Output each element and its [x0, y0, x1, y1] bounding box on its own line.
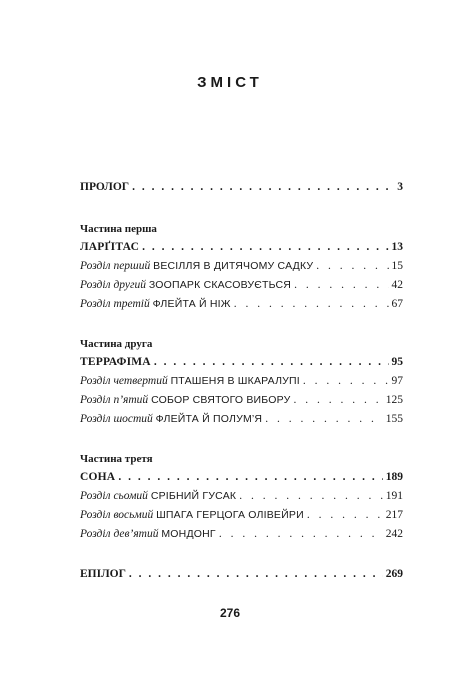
chapter-prefix: Розділ шостий — [80, 413, 153, 425]
toc-page-number: 3 — [397, 181, 403, 193]
dot-leader — [118, 468, 382, 487]
dot-leader — [234, 295, 389, 314]
dot-leader — [294, 391, 383, 410]
chapter-prefix: Розділ третій — [80, 298, 150, 310]
chapter-title: ЗООПАРК СКАСОВУЄТЬСЯ — [148, 279, 292, 291]
toc-page-number: 95 — [391, 356, 403, 368]
toc-page-number: 67 — [391, 298, 403, 310]
chapter-title: СРІБНИЙ ГУСАК — [150, 490, 237, 502]
dot-leader — [154, 353, 389, 372]
chapter-title: ФЛЕЙТА Й НІЖ — [152, 298, 231, 310]
toc-page-number: 155 — [385, 413, 403, 425]
dot-leader — [265, 410, 383, 429]
toc-page-number: 42 — [391, 279, 403, 291]
part-heading: Частина перша — [80, 223, 157, 235]
toc-page-number: 15 — [391, 260, 403, 272]
toc-entry-chapter-3[interactable] — [80, 295, 403, 314]
page-title: ЗМІСТ — [197, 74, 263, 91]
chapter-prefix: Розділ перший — [80, 260, 151, 272]
toc-page-number: 189 — [385, 471, 403, 483]
chapter-prefix: Розділ четвертий — [80, 375, 168, 387]
toc-entry-chapter-6[interactable] — [80, 410, 403, 429]
toc-page-number: 191 — [385, 490, 403, 502]
chapter-title: ФЛЕЙТА Й ПОЛУМ’Я — [155, 413, 263, 425]
toc-entry-chapter-8[interactable] — [80, 506, 403, 525]
toc-page-number: 217 — [385, 509, 403, 521]
toc-page-number: 269 — [385, 568, 403, 580]
toc-entry-label: ПРОЛОГ — [80, 181, 130, 193]
dot-leader — [142, 238, 388, 257]
chapter-title: ШПАГА ГЕРЦОГА ОЛІВЕЙРИ — [156, 509, 304, 521]
part-heading: Частина третя — [80, 453, 153, 465]
dot-leader — [239, 487, 383, 506]
toc-page-number: 97 — [391, 375, 403, 387]
toc-entry-label: ЕПІЛОГ — [80, 568, 126, 580]
chapter-title: МОНДОНГ — [161, 528, 216, 540]
toc-entry-part-3[interactable] — [80, 468, 403, 487]
toc-entry-chapter-7[interactable] — [80, 487, 403, 506]
dot-leader — [129, 565, 383, 584]
toc-entry-label: СОНА — [80, 471, 116, 483]
chapter-prefix: Розділ восьмий — [80, 509, 154, 521]
dot-leader — [132, 178, 394, 197]
toc-entry-part-2[interactable] — [80, 353, 403, 372]
part-heading: Частина друга — [80, 338, 153, 350]
chapter-title: СОБОР СВЯТОГО ВИБОРУ — [151, 394, 291, 406]
toc-entry-chapter-4[interactable] — [80, 372, 403, 391]
toc-entry-label: ЛАРҐІТАС — [80, 241, 140, 253]
dot-leader — [307, 506, 383, 525]
toc-entry-epilogue[interactable] — [80, 565, 403, 584]
toc-entry-prologue[interactable] — [80, 178, 403, 197]
toc-page-number: 125 — [385, 394, 403, 406]
chapter-title: ВЕСІЛЛЯ В ДИТЯЧОМУ САДКУ — [153, 260, 314, 272]
chapter-prefix: Розділ сьомий — [80, 490, 148, 502]
dot-leader — [303, 372, 389, 391]
toc-entry-label: ТЕРРАФІМА — [80, 356, 151, 368]
page-number: 276 — [219, 606, 241, 620]
chapter-prefix: Розділ дев’ятий — [80, 528, 159, 540]
toc-entry-chapter-2[interactable] — [80, 276, 403, 295]
chapter-title: ПТАШЕНЯ В ШКАРАЛУПІ — [170, 375, 300, 387]
toc-entry-part-1[interactable] — [80, 238, 403, 257]
dot-leader — [219, 525, 383, 544]
chapter-prefix: Розділ другий — [80, 279, 146, 291]
table-of-contents — [80, 178, 403, 584]
dot-leader — [294, 276, 388, 295]
dot-leader — [316, 257, 388, 276]
toc-entry-chapter-5[interactable] — [80, 391, 403, 410]
toc-entry-chapter-9[interactable] — [80, 525, 403, 544]
toc-page-number: 242 — [385, 528, 403, 540]
chapter-prefix: Розділ п’ятий — [80, 394, 149, 406]
toc-page-number: 13 — [391, 241, 403, 253]
toc-entry-chapter-1[interactable] — [80, 257, 403, 276]
